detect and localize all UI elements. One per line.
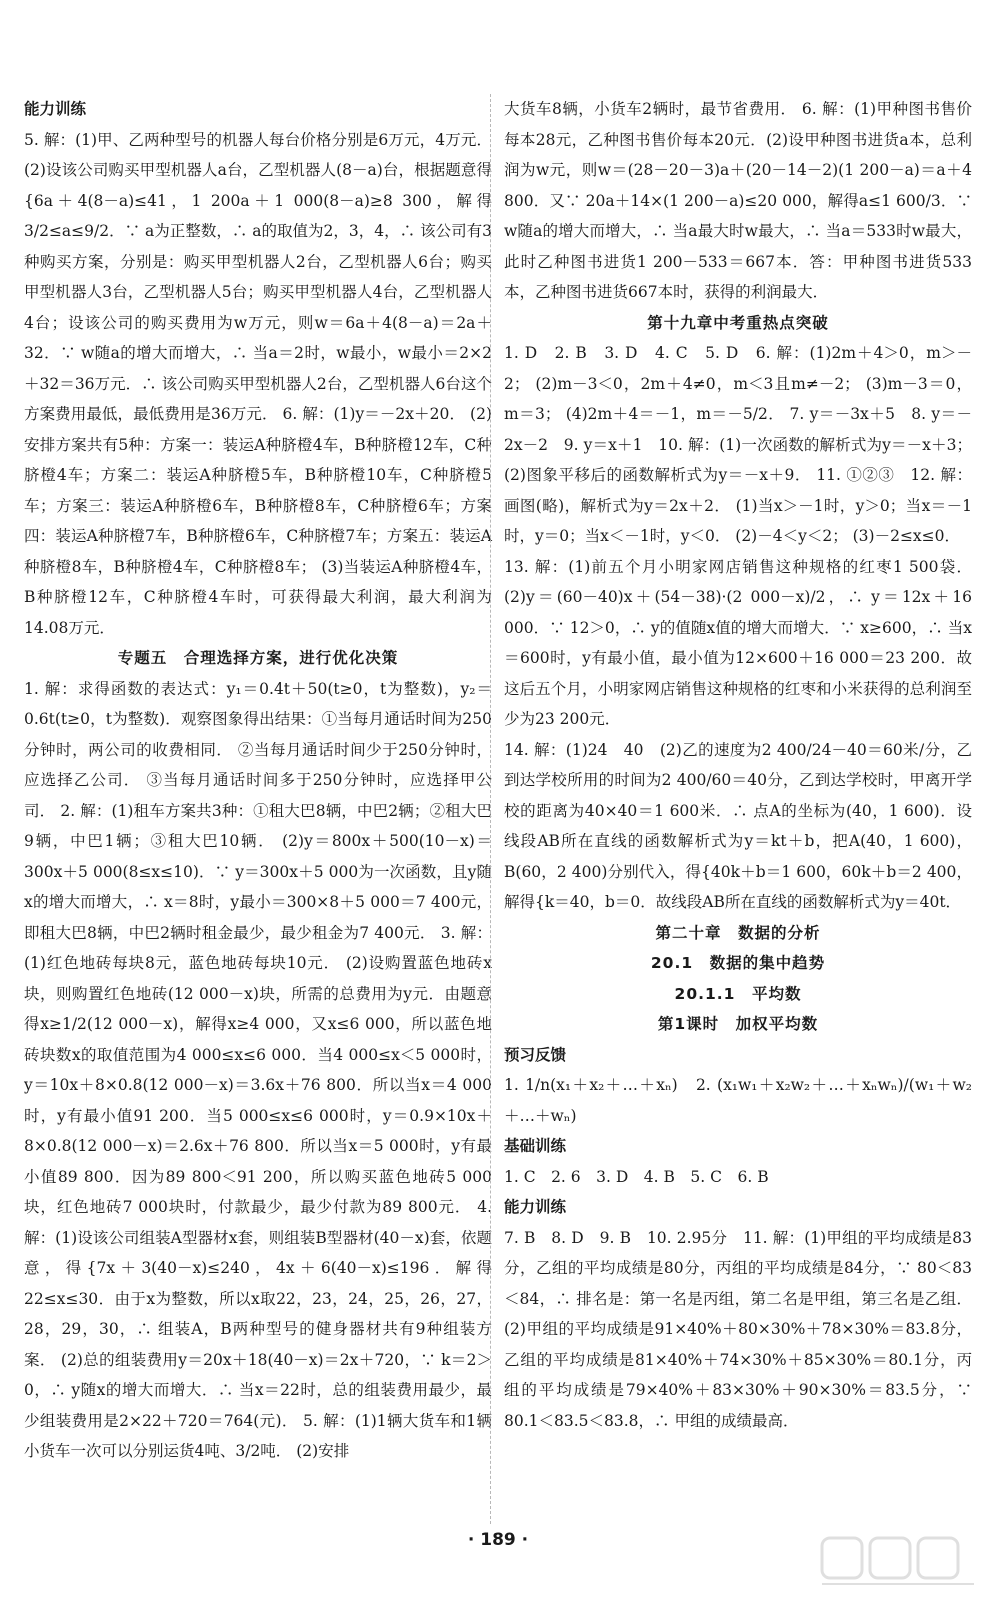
answer-paragraph: 1. C 2. 6 3. D 4. B 5. C 6. B — [504, 1167, 769, 1186]
section-title: 专题五 合理选择方案，进行优化决策 — [117, 649, 399, 667]
section-title: 第十九章中考重热点突破 — [647, 313, 829, 332]
subsection-heading: 能力训练 — [504, 1198, 567, 1216]
answer-paragraph: 1. 解：求得函数的表达式：y₁＝0.4t＋50(t≥0，t为整数)，y₂＝0.6t(t≥0，t为整数)．观察图象得出结果：①当每月通话时间为250分钟时，两公司的收费相同． ②当每月通话时间少于250分钟时，应选择乙公司． ③当每月通话时间多于250分钟时，应选择甲公司． 2. 解：(1)租车方案共3种：①租大巴8辆，中巴2辆；②租大巴9辆，中巴1辆；③租大巴10辆． (2)y＝800x＋500(10－x)＝300x＋5 000(8≤x≤10)．∵ y＝300x＋5 000为一次函数，且y随x的增大而增大，∴ x＝8时，y最小＝300×8＋5 000＝7 400元，即租大巴8辆，中巴2辆时租金最少，最少租金为7 400元． 3. 解：(1)红色地砖每块8元，蓝色地砖每块10元． (2)设购置蓝色地砖x块，则购置红色地砖(12 000－x)块，所需的总费用为y元．由题意得x≥1/2(12 000－x)，解得x≥4 000，又x≤6 000，所以蓝色地砖块数x的取值范围为4 000≤x≤6 000．当4 000≤x＜5 000时，y＝10x＋8×0.8(12 000－x)＝3.6x＋76 800．所以当x＝4 000时，y有最小值91 200．当5 000≤x≤6 000时，y＝0.9×10x＋8×0.8(12 000－x)＝2.6x＋76 800．所以当x＝5 000时，y有最小值89 800．因为89 800＜91 200，所以购买蓝色地砖5 000块，红色地砖7 000块时，付款最少，最少付款为89 800元． 4. 解：(1)设该公司组装A型器材x套，则组装B型器材(40－x)套，依题意，得{7x＋3(40－x)≤240，4x＋6(40－x)≤196．解得22≤x≤30．由于x为整数，所以x取22，23，24，25，26，27，28，29，30，∴ 组装A，B两种型号的健身器材共有9种组装方案． (2)总的组装费用y＝20x＋18(40－x)＝2x＋720，∵ k＝2＞0，∴ y随x的增大而增大．∴ 当x＝22时，总的组装费用最少，最少组装费用是2×22＋720＝764(元)． 5. 解：(1)1辆大货车和1辆小货车一次可以分别运货4吨、3/2吨． (2)安排 — [24, 679, 492, 1460]
column-divider — [490, 94, 491, 1524]
right-column — [504, 94, 972, 1436]
answer-paragraph: 7. B 8. D 9. B 10. 2.95分 11. 解：(1)甲组的平均成绩是83分，乙组的平均成绩是80分，丙组的平均成绩是84分，∵ 80＜83＜84，∴ 排名是：第一名是丙组，第二名是甲组，第三名是乙组． (2)甲组的平均成绩是91×40%＋80×30%＋78×30%＝83.8分，乙组的平均成绩是81×40%＋74×30%＋85×30%＝80.1分，丙组的平均成绩是79×40%＋83×30%＋90×30%＝83.5分，∵ 80.1＜83.5＜83.8，∴ 甲组的成绩最高． — [504, 1228, 972, 1430]
subsection-heading: 预习反馈 — [504, 1045, 567, 1064]
answer-paragraph: 14. 解：(1)24 40 (2)乙的速度为2 400/24－40＝60米/分，乙到达学校所用的时间为2 400/60＝40分，乙到达学校时，甲离开学校的距离为40×40＝1 600米．∴ 点A的坐标为(40，1 600)．设线段AB所在直线的函数解析式为y＝kt＋b，把A(40，1 600)，B(60，2 400)分别代入，得{40k＋b＝1 600，60k＋b＝2 400，解得{k＝40，b＝0．故线段AB所在直线的函数解析式为y＝40t． — [504, 740, 972, 911]
left-column — [24, 94, 492, 1467]
answer-paragraph: 1. D 2. B 3. D 4. C 5. D 6. 解：(1)2m＋4＞0，m＞－2； (2)m－3＜0，2m＋4≠0，m＜3且m≠－2； (3)m－3＝0，m＝3； (4)2m＋4＝－1，m＝－5/2． 7. y＝－3x＋5 8. y＝－2x－2 9. y＝x＋1 10. 解：(1)一次函数的解析式为y＝－x＋3； (2)图象平移后的函数解析式为y＝－x＋9． 11. ①②③ 12. 解：画图(略)，解析式为y＝2x＋2． (1)当x＞－1时，y＞0；当x＝－1时，y＝0；当x＜－1时，y＜0． (2)－4＜y＜2； (3)－2≤x≤0． — [504, 344, 972, 545]
section-title: 20.1 数据的集中趋势 — [650, 954, 826, 972]
answer-paragraph: 5. 解：(1)甲、乙两种型号的机器人每台价格分别是6万元，4万元． (2)设该公司购买甲型机器人a台，乙型机器人(8－a)台，根据题意得{6a＋4(8－a)≤41，1 200a＋1 000(8－a)≥8 300，解得3/2≤a≤9/2．∵ a为正整数，∴ a的取值为2，3，4，∴ 该公司有3种购买方案，分别是：购买甲型机器人2台，乙型机器人6台；购买甲型机器人3台，乙型机器人5台；购买甲型机器人4台，乙型机器人4台；设该公司的购买费用为w万元，则w＝6a＋4(8－a)＝2a＋32．∵ w随a的增大而增大，∴ 当a＝2时，w最小，w最小＝2×2＋32＝36万元．∴ 该公司购买甲型机器人2台，乙型机器人6台这个方案费用最低，最低费用是36万元． 6. 解：(1)y＝－2x＋20． (2)安排方案共有5种：方案一：装运A种脐橙4车，B种脐橙12车，C种脐橙4车；方案二：装运A种脐橙5车，B种脐橙10车，C种脐橙5车；方案三：装运A种脐橙6车，B种脐橙8车，C种脐橙6车；方案四：装运A种脐橙7车，B种脐橙6车，C种脐橙7车；方案五：装运A种脐橙8车，B种脐橙4车，C种脐橙8车； (3)当装运A种脐橙4车，B种脐橙12车，C种脐橙4车时，可获得最大利润，最大利润为14.08万元． — [24, 130, 492, 637]
section-title: 第1课时 加权平均数 — [657, 1015, 819, 1033]
answer-paragraph: 大货车8辆，小货车2辆时，最节省费用． 6. 解：(1)甲种图书售价每本28元，乙种图书售价每本20元．(2)设甲种图书进货a本，总利润为w元，则w＝(28－20－3)a＋(20－14－2)(1 200－a)＝a＋4 800．又∵ 20a＋14×(1 200－a)≤20 000，解得a≤1 600/3．∵ w随a的增大而增大，∴ 当a最大时w最大，∴ 当a＝533时w最大，此时乙种图书进货1 200－533＝667本．答：甲种图书进货533本，乙种图书进货667本时，获得的利润最大． — [504, 100, 972, 301]
answer-paragraph: 1. 1/n(x₁＋x₂＋…＋xₙ) 2. (x₁w₁＋x₂w₂＋…＋xₙwₙ)/(w₁＋w₂＋…＋wₙ) — [504, 1076, 972, 1125]
page-number: · 189 · — [467, 1530, 529, 1550]
subsection-heading: 基础训练 — [504, 1137, 567, 1155]
section-title: 第二十章 数据的分析 — [655, 923, 821, 942]
answer-paragraph: 13. 解：(1)前五个月小明家网店销售这种规格的红枣1 500袋． (2)y＝(60－40)x＋(54－38)·(2 000－x)/2，∴ y＝12x＋16 000．∵ 12＞0，∴ y的值随x值的增大而增大．∵ x≥600，∴ 当x＝600时，y有最小值，最小值为12×600＋16 000＝23 200．故这后五个月，小明家网店销售这种规格的红枣和小米获得的总利润至少为23 200元． — [504, 557, 972, 728]
subsection-heading: 能力训练 — [24, 100, 87, 118]
watermark-logo-icon — [818, 1532, 978, 1590]
section-title: 20.1.1 平均数 — [674, 984, 802, 1003]
